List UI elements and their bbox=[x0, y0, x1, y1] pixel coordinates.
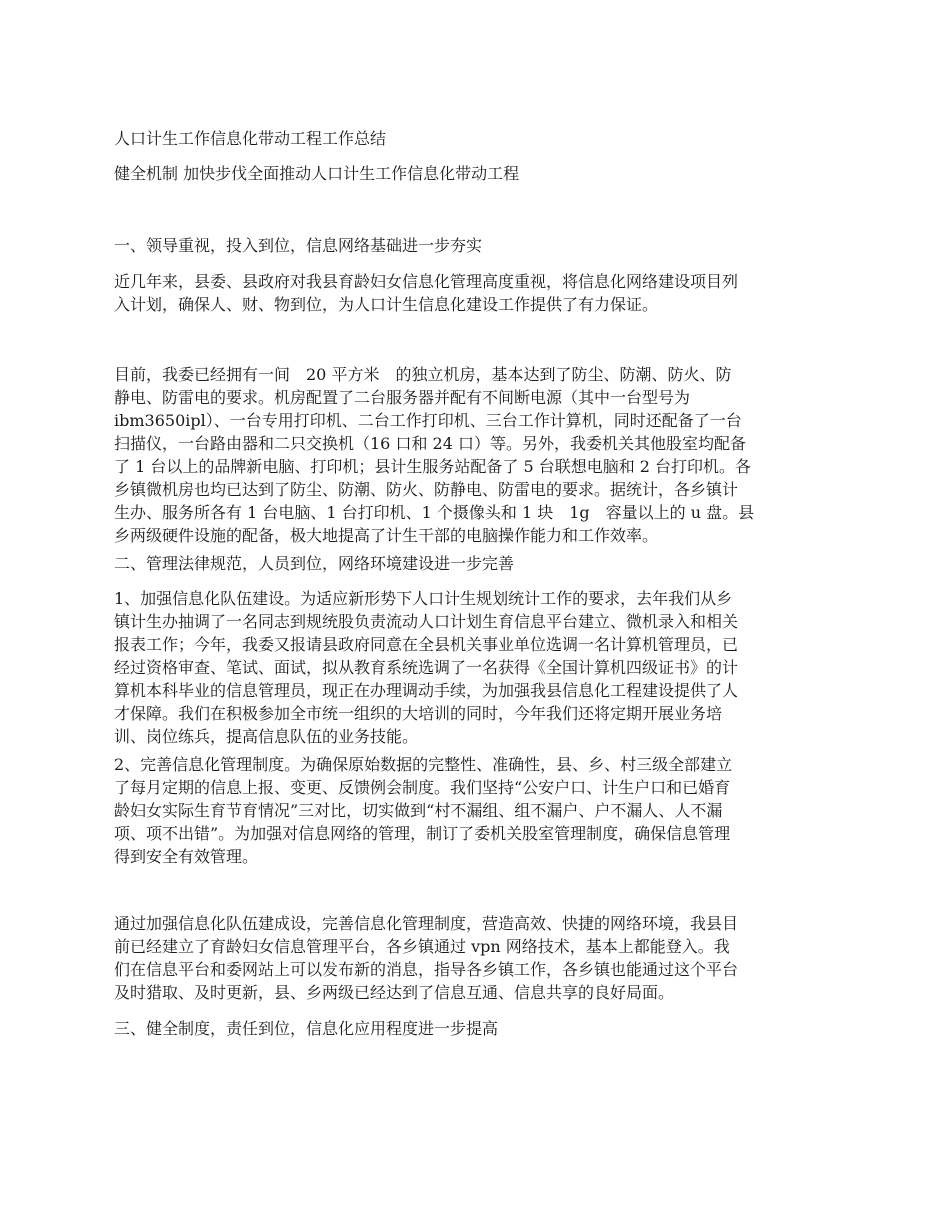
document-subtitle: 健全机制 加快步伐全面推动人口计生工作信息化带动工程 bbox=[114, 164, 520, 183]
section-1-paragraph-2: 目前，我委已经拥有一间 20 平方米 的独立机房，基本达到了防尘、防潮、防火、防 静电、防雷电的要求。机房配置了二台服务器并配有不间断电源（其中一台型号为 ibm3650ipl）、一台专用打印机、二台工作打印机、三台工作计算机，同时还配备了一台 扫描仪，一台路由器和二只交换机（16 口和 24 口）等。另外，我委机关其他股室均配备 了 1 台以上的品牌新电脑、打印机；县计生服务站配备了 5 台联想电脑和 2 台打印机。各 乡镇微机房也均已达到了防尘、防潮、防火、防静电、防雷电的要求。据统计，各乡镇计 生办、服务所各有 1 台电脑、1 台打印机、1 个摄像头和 1 块 1g 容量以上的 u 盘。县 乡两级硬件设施的配备，极大地提高了计生干部的电脑操作能力和工作效率。 bbox=[114, 365, 755, 545]
section-2-paragraph-2: 2、完善信息化管理制度。为确保原始数据的完整性、准确性，县、乡、村三级全部建立 了每月定期的信息上报、变更、反馈例会制度。我们坚持“公安户口、计生户口和已婚育 龄妇女实际生育节育情况”三对比，切实做到“村不漏组、组不漏户、户不漏人、人不漏 项、项不出错”。为加强对信息网络的管理，制订了委机关股室管理制度，确保信息管理 得到安全有效管理。 bbox=[114, 755, 733, 866]
section-3-heading: 三、健全制度，责任到位，信息化应用程度进一步提高 bbox=[114, 1019, 499, 1038]
section-2-heading: 二、管理法律规范，人员到位，网络环境建设进一步完善 bbox=[114, 554, 515, 573]
section-1-heading: 一、领导重视，投入到位，信息网络基础进一步夯实 bbox=[114, 236, 483, 255]
section-1-paragraph-1: 近几年来，县委、县政府对我县育龄妇女信息化管理高度重视，将信息化网络建设项目列 入计划，确保人、财、物到位，为人口计生信息化建设工作提供了有力保证。 bbox=[114, 272, 739, 314]
section-2-paragraph-3: 通过加强信息化队伍建成设，完善信息化管理制度，营造高效、快捷的网络环境，我县目 前已经建立了育龄妇女信息管理平台，各乡镇通过 vpn 网络技术，基本上都能登入。我 们在信息平台和委网站上可以发布新的消息，指导各乡镇工作，各乡镇也能通过这个平台 及时猎取、及时更新，县、乡两级已经达到了信息互通、信息共享的良好局面。 bbox=[114, 914, 739, 1002]
section-2-paragraph-1: 1、加强信息化队伍建设。为适应新形势下人口计生规划统计工作的要求，去年我们从乡 镇计生办抽调了一名同志到规统股负责流动人口计划生育信息平台建立、微机录入和相关 报表工作；今年，我委又报请县政府同意在全县机关事业单位选调一名计算机管理员，已 经过资格审查、笔试、面试，拟从教育系统选调了一名获得《全国计算机四级证书》的计 算机本科毕业的信息管理员，现正在办理调动手续，为加强我县信息化工程建设提供了人 才保障。我们在积极参加全市统一组织的大培训的同时，今年我们还将定期开展业务培 训、岗位练兵，提高信息队伍的业务技能。 bbox=[114, 589, 739, 746]
document-title: 人口计生工作信息化带动工程工作总结 bbox=[114, 129, 387, 148]
